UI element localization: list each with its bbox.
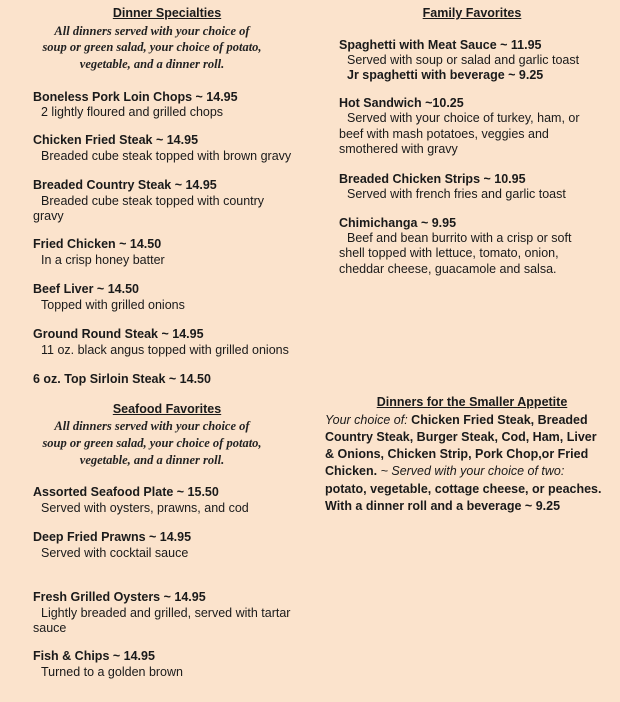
menu-item-desc: shell topped with lettuce, tomato, onion, xyxy=(339,246,559,260)
intro-line: soup or green salad, your choice of potato, xyxy=(42,40,262,54)
line-text: Chicken Fried Steak, Breaded xyxy=(411,413,588,427)
menu-item-desc: sauce xyxy=(33,621,67,635)
menu-item-name: Breaded Chicken Strips ~ 10.95 xyxy=(339,172,526,186)
menu-item-desc: smothered with gravy xyxy=(339,142,458,156)
menu-item-name: Fish & Chips ~ 14.95 xyxy=(33,649,155,663)
menu-item-name: Spaghetti with Meat Sauce ~ 11.95 xyxy=(339,38,542,52)
smaller-appetite-line xyxy=(325,412,588,429)
smaller-appetite-line: With a dinner roll and a beverage ~ 9.25 xyxy=(325,499,561,513)
menu-item-desc: Lightly breaded and grilled, served with tartar xyxy=(41,606,291,620)
menu-item-name: Deep Fried Prawns ~ 14.95 xyxy=(33,530,192,544)
smaller-appetite-title: Dinners for the Smaller Appetite xyxy=(376,395,568,409)
menu-item-extra: Jr spaghetti with beverage ~ 9.25 xyxy=(347,68,544,82)
menu-item-desc: Beef and bean burrito with a crisp or soft xyxy=(347,231,572,245)
menu-item-desc: beef with mash potatoes, veggies and xyxy=(339,127,549,141)
menu-item-desc: gravy xyxy=(33,209,64,223)
menu-item-desc: Served with your choice of turkey, ham, or xyxy=(347,111,580,125)
menu-item-desc: Served with soup or salad and garlic toast xyxy=(347,53,580,67)
menu-item-desc: Served with french fries and garlic toast xyxy=(347,187,566,201)
menu-item-desc: 11 oz. black angus topped with grilled onions xyxy=(41,343,289,357)
seafood-favorites-title: Seafood Favorites xyxy=(112,402,222,416)
menu-item-desc: Served with oysters, prawns, and cod xyxy=(41,501,249,515)
menu-item-name: Assorted Seafood Plate ~ 15.50 xyxy=(33,485,219,499)
menu-item-desc: Breaded cube steak topped with brown gravy xyxy=(41,149,292,163)
line-italic: ~ Served with your choice of two: xyxy=(377,464,565,478)
menu-item-name: Fried Chicken ~ 14.50 xyxy=(33,237,162,251)
family-favorites-title: Family Favorites xyxy=(422,6,522,20)
smaller-appetite-line xyxy=(325,463,564,480)
menu-item-desc: cheddar cheese, guacamole and salsa. xyxy=(339,262,557,276)
smaller-appetite-line: & Onions, Chicken Strip, Pork Chop,or Fried xyxy=(325,447,589,461)
menu-item-name: Fresh Grilled Oysters ~ 14.95 xyxy=(33,590,206,604)
menu-item-desc: Topped with grilled onions xyxy=(41,298,185,312)
menu-item-name: Chicken Fried Steak ~ 14.95 xyxy=(33,133,199,147)
intro-line: vegetable, and a dinner roll. xyxy=(79,57,225,71)
menu-item-name: Beef Liver ~ 14.50 xyxy=(33,282,139,296)
menu-item-desc: Breaded cube steak topped with country xyxy=(41,194,265,208)
menu-item-name: Breaded Country Steak ~ 14.95 xyxy=(33,178,217,192)
menu-item-name: Chimichanga ~ 9.95 xyxy=(339,216,457,230)
smaller-appetite-line: potato, vegetable, cottage cheese, or peaches. xyxy=(325,482,602,496)
smaller-appetite-line: Country Steak, Burger Steak, Cod, Ham, Liver xyxy=(325,430,597,444)
menu-item-name: Boneless Pork Loin Chops ~ 14.95 xyxy=(33,90,238,104)
intro-line: soup or green salad, your choice of potato, xyxy=(42,436,262,450)
line-italic: Your choice of: xyxy=(325,413,412,427)
menu-item-name: 6 oz. Top Sirloin Steak ~ 14.50 xyxy=(33,372,211,386)
menu-item-name: Hot Sandwich ~10.25 xyxy=(339,96,464,110)
menu-item-desc: In a crisp honey batter xyxy=(41,253,165,267)
menu-item-desc: Turned to a golden brown xyxy=(41,665,183,679)
line-text: Chicken. xyxy=(325,464,378,478)
menu-item-desc: Served with cocktail sauce xyxy=(41,546,189,560)
menu-item-desc: 2 lightly floured and grilled chops xyxy=(41,105,224,119)
dinner-specialties-title: Dinner Specialties xyxy=(112,6,222,20)
intro-line: All dinners served with your choice of xyxy=(54,419,250,433)
menu-item-name: Ground Round Steak ~ 14.95 xyxy=(33,327,204,341)
intro-line: All dinners served with your choice of xyxy=(54,24,250,38)
intro-line: vegetable, and a dinner roll. xyxy=(79,453,225,467)
